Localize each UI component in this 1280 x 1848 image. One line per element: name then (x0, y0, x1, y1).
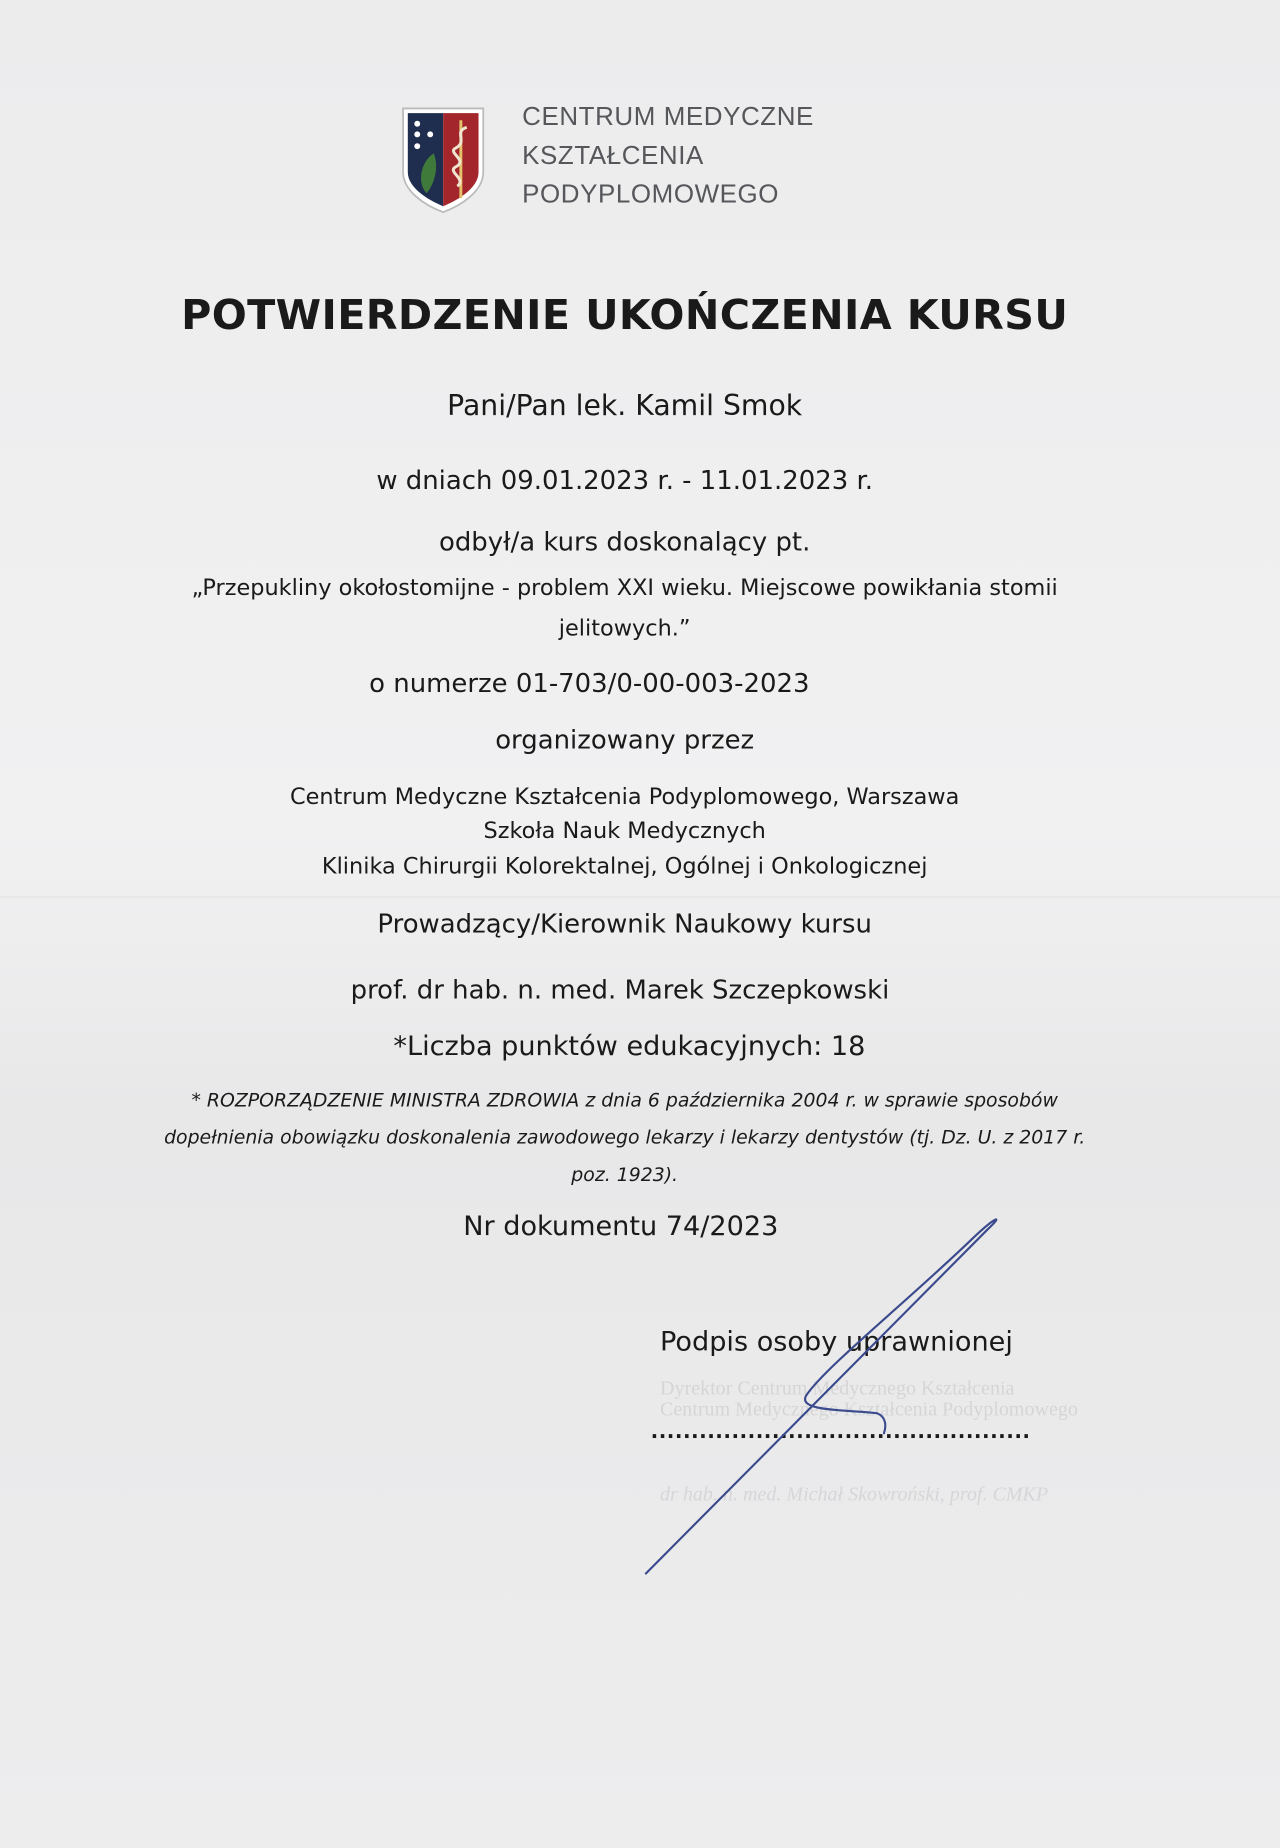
bleed-through-text: Dyrektor Centrum Medycznego Kształcenia (660, 1376, 1015, 1400)
course-number: o numerze 01-703/0-00-003-2023 (369, 669, 810, 699)
organized-by-label: organizowany przez (495, 726, 755, 756)
completed-statement: odbył/a kurs doskonalący pt. (438, 528, 811, 558)
logo-text-line3: PODYPLOMOWEGO (522, 179, 780, 209)
organizer-line: Szkoła Nauk Medycznych (483, 817, 766, 844)
footnote-line: dopełnienia obowiązku doskonalenia zawodowego lekarzy i lekarzy dentystów (tj. Dz. U. z 2017 r. (164, 1125, 1086, 1148)
document-number: Nr dokumentu 74/2023 (463, 1211, 779, 1243)
bleed-through-text: Centrum Medycznego Kształcenia Podyplomowego (660, 1397, 1078, 1421)
logo-text-line2: KSZTAŁCENIA (522, 140, 704, 170)
education-points: *Liczba punktów edukacyjnych: 18 (393, 1031, 866, 1062)
course-title-line1: „Przepukliny okołostomijne - problem XXI wieku. Miejscowe powikłania stomii (191, 575, 1058, 602)
signature-label: Podpis osoby uprawnionej (660, 1327, 1013, 1358)
footnote-line: * ROZPORZĄDZENIE MINISTRA ZDROWIA z dnia 6 października 2004 r. w sprawie sposobów (191, 1089, 1058, 1112)
organizer-line: Centrum Medyczne Kształcenia Podyplomowego, Warszawa (289, 783, 960, 810)
bleed-through-text: dr hab. n. med. Michał Skowroński, prof. CMKP (660, 1482, 1049, 1506)
recipient-name: Pani/Pan lek. Kamil Smok (447, 388, 803, 422)
course-title-line2: jelitowych.” (558, 615, 691, 642)
document-title: POTWIERDZENIE UKOŃCZENIA KURSU (181, 292, 1069, 340)
logo-text-line1: CENTRUM MEDYCZNE (522, 101, 814, 131)
director-name: prof. dr hab. n. med. Marek Szczepkowski (350, 975, 890, 1006)
organizer-line: Klinika Chirurgii Kolorektalnej, Ogólnej i Onkologicznej (321, 853, 928, 880)
director-label: Prowadzący/Kierownik Naukowy kursu (377, 909, 872, 940)
signature-line: ............................................... (650, 1420, 1031, 1444)
course-dates: w dniach 09.01.2023 r. - 11.01.2023 r. (376, 466, 874, 497)
footnote-line: poz. 1923). (571, 1163, 679, 1186)
